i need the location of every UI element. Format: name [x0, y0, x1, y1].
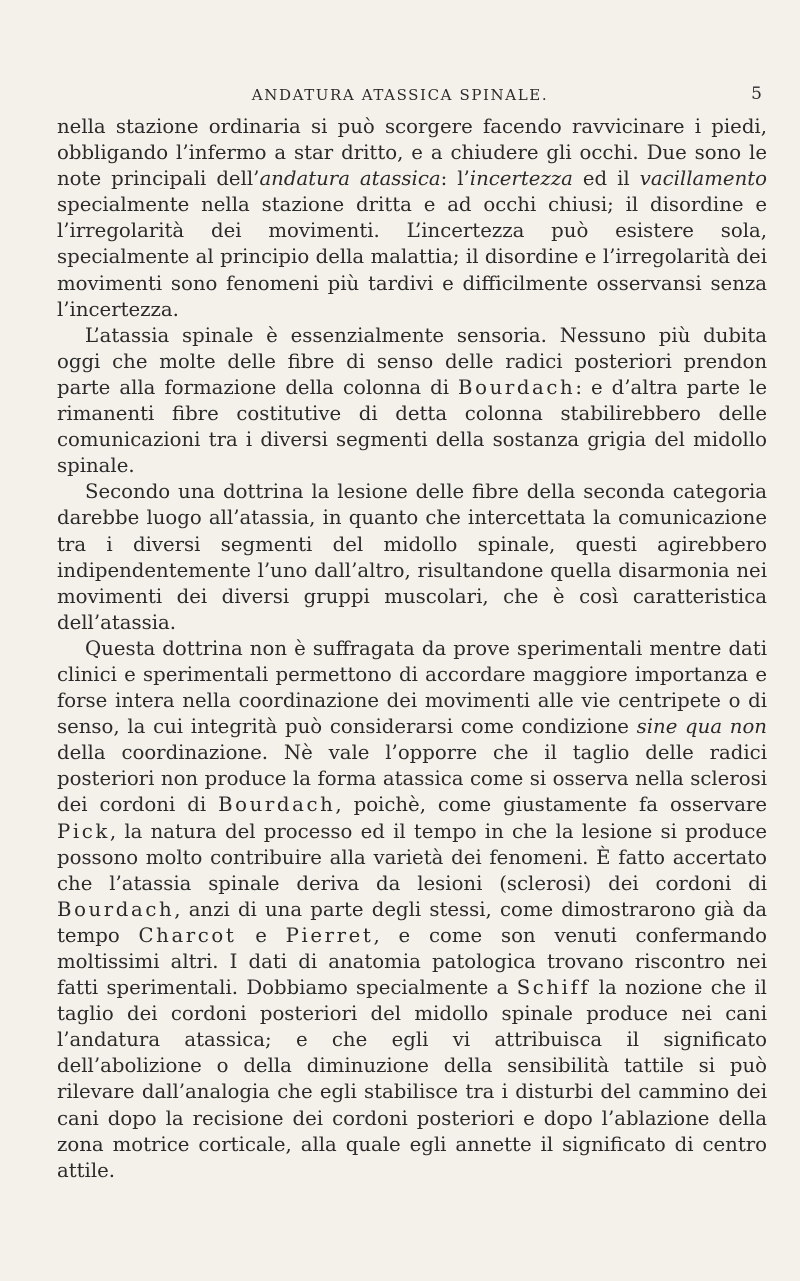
running-head: ANDATURA ATASSICA SPINALE.: [251, 86, 549, 104]
page-number: 5: [751, 84, 762, 104]
body-text: [57, 114, 767, 1184]
paragraph-1: nella stazione ordinaria si può scorgere facendo ravvicinare i piedi, obbligando l’infermo a star dritto, e a chiudere gli occhi. Due sono le note principali dell’andatura atassica: l’incertezza ed il vacillamento specialmente nella stazione dritta e ad occhi chiusi; il disordine e l’irregolarità dei movimenti. L’incertezza può esistere sola, specialmente al principio della malattia; il disordine e l’irregolarità dei movimenti sono fenomeni più tardivi e difficilmente osservansi senza l’incertezza.: [57, 115, 768, 321]
paragraph-2: L’atassia spinale è essenzialmente sensoria. Nessuno più dubita oggi che molte delle fibre di senso delle radici posteriori prendon parte alla formazione della colonna di Bourdach: e d’altra parte le rimanenti fibre costitutive di detta colonna stabilirebbero delle comunicazioni tra i diversi segmenti della sostanza grigia del midollo spinale.: [57, 323, 767, 478]
paragraph-3: Secondo una dottrina la lesione delle fibre della seconda categoria darebbe luogo all’atassia, in quanto che intercettata la comunicazione tra i diversi segmenti del midollo spinale, questi agirebbero indipendentemente l’uno dall’altro, risultandone quella disarmonia nei movimenti dei diversi gruppi muscolari, che è così caratteristica dell’atassia.: [57, 480, 767, 634]
paragraph-4: Questa dottrina non è suffragata da prove sperimentali mentre dati clinici e sperimentali permettono di accordare maggiore importanza e forse intera nella coordinazione dei movimenti alle vie centripete o di senso, la cui integrità può considerarsi come condizione sine qua non della coordinazione. Nè vale l’opporre che il taglio delle radici posteriori non produce la forma atassica come si osserva nella sclerosi dei cordoni di Bourdach, poichè, come giustamente fa osservare Pick, la natura del processo ed il tempo in che la lesione si produce possono molto contribuire alla varietà dei fenomeni. È fatto accertato che l’atassia spinale deriva da lesioni (sclerosi) dei cordoni di Bourdach, anzi di una parte degli stessi, come dimostrarono già da tempo Charcot e Pierret, e come son venuti confermando moltissimi altri. I dati di anatomia patologica trovano riscontro nei fatti sperimentali. Dobbiamo specialmente a Schiff la nozione che il taglio dei cordoni posteriori del midollo spinale produce nei cani l’andatura atassica; e che egli vi attribuisca il significato dell’abolizione o della diminuzione della sensibilità tattile si può rilevare dall’analogia che egli stabilisce tra i disturbi del cammino dei cani dopo la recisione dei cordoni posteriori e dopo l’ablazione della zona motrice corticale, alla quale egli annette il significato di centro attile.: [57, 636, 767, 1182]
